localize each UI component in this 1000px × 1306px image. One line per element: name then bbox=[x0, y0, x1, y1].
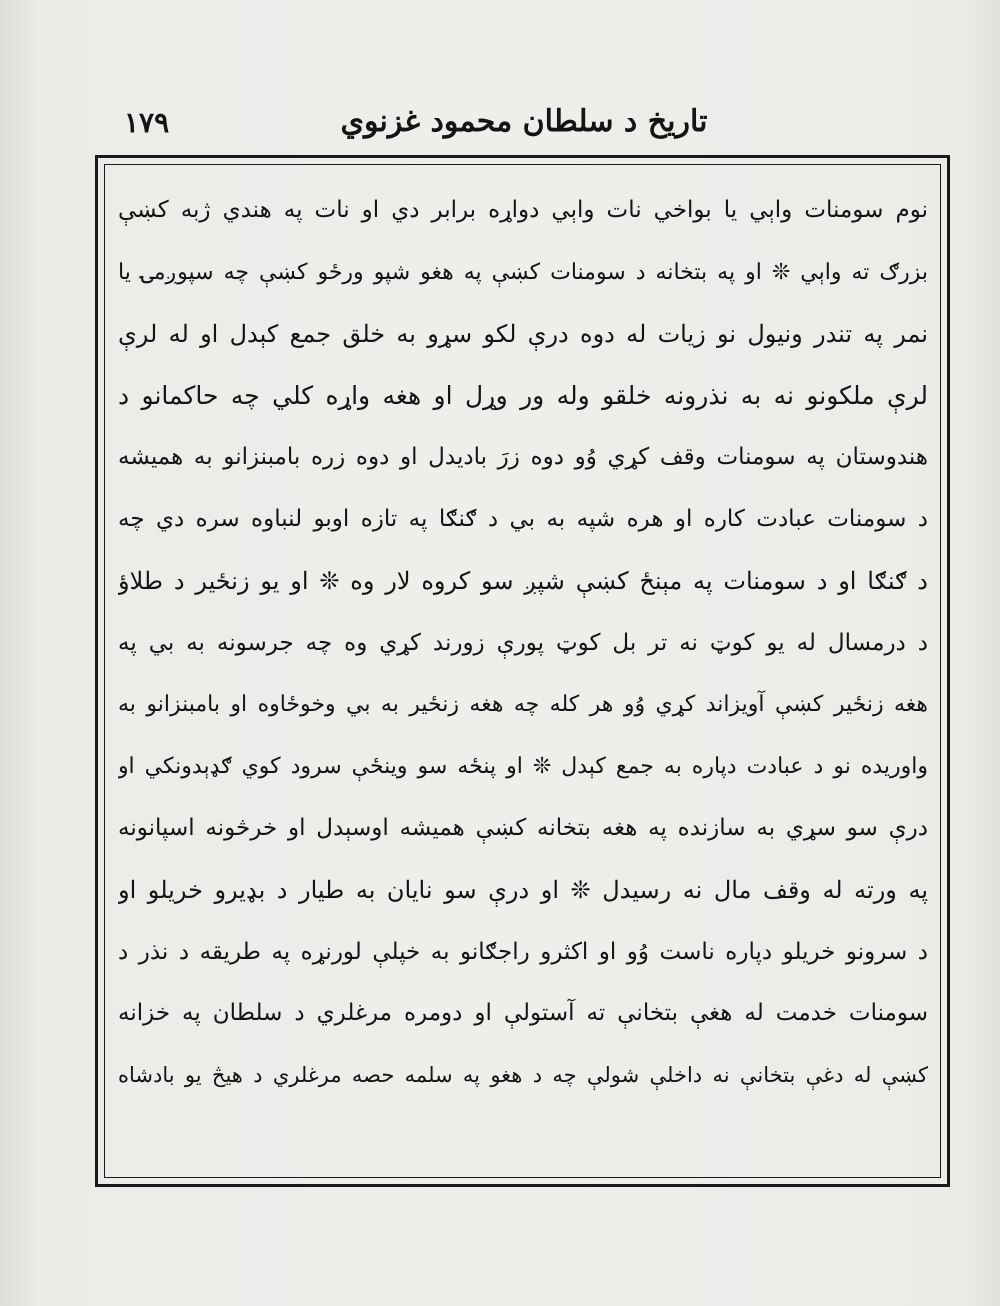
text-line: سومنات خدمت له هغې بتخانې ته آستولې او دومره مرغلري د سلطان په خزانه bbox=[118, 1000, 928, 1027]
text-line: د ګنګا او د سومنات په مېنځ کښې شپږ سو کروه لار وه ❊ او يو زنځير د طلاؤ bbox=[118, 566, 928, 595]
text-line: نوم سومنات واېي يا بواخي نات واېي دواړه برابر دي او نات په هندي ژبه کښې bbox=[118, 197, 928, 223]
text-line: د سرونو خريلو دپاره ناست وُو او اکثرو راجګانو به خپلې لورنړه په طريقه د نذر د bbox=[118, 938, 928, 965]
text-line: هندوستان په سومنات وقف کړي وُو دوه زرَ باديدل او دوه زره بامبنزانو به هميشه bbox=[118, 444, 928, 471]
running-title: تاریخ د سلطان محمود غزنوي bbox=[340, 104, 708, 139]
text-line: په ورته له وقف مال نه رسيدل ❊ او درې سو نايان به طيار د بډيرو خريلو او bbox=[118, 875, 928, 904]
text-line: نمر په تندر ونيول نو زيات له دوه درې لکو سړو به خلق جمع کېدل او له لرې bbox=[118, 319, 928, 348]
text-line: بزرګ ته واېي ❊ او په بتخانه د سومنات کښې په هغو شپو ورځو کښې چه سپوږمۍ يا bbox=[118, 259, 928, 285]
text-line: درې سو سړي به سازنده په هغه بتخانه کښې هميشه اوسېدل او خرڅونه اسپانونه bbox=[118, 814, 928, 841]
text-line: کښې له دغې بتخانې نه داخلې شولې چه د هغو په سلمه حصه مرغلري د هيڅ يو بادشاه bbox=[118, 1063, 928, 1088]
page-number: ١٧٩ bbox=[124, 106, 170, 139]
text-line: واوريده نو د عبادت دپاره به جمع کېدل ❊ او پنځه سو وينځې سرود کوي ګډېدونکي او bbox=[118, 754, 928, 780]
page-header bbox=[100, 98, 948, 150]
body-text bbox=[118, 180, 928, 1170]
text-line: لرې ملکونو نه به نذرونه خلقو وله ور وړل او هغه واړه کلي چه حاکمانو د bbox=[118, 381, 928, 411]
text-line: د درمسال له يو کوټ نه تر بل کوټ پورې زورند کړي وه چه جرسونه به بي په bbox=[118, 629, 928, 656]
text-line: هغه زنځير کښې آويزاند کړي وُو هر کله چه هغه زنځير به بي وخوځاوه او بامبنزانو به bbox=[118, 692, 928, 718]
text-line: د سومنات عبادت کاره او هره شپه به بي د ګنګا په تازه اوبو لنباوه سره دي چه bbox=[118, 505, 928, 532]
